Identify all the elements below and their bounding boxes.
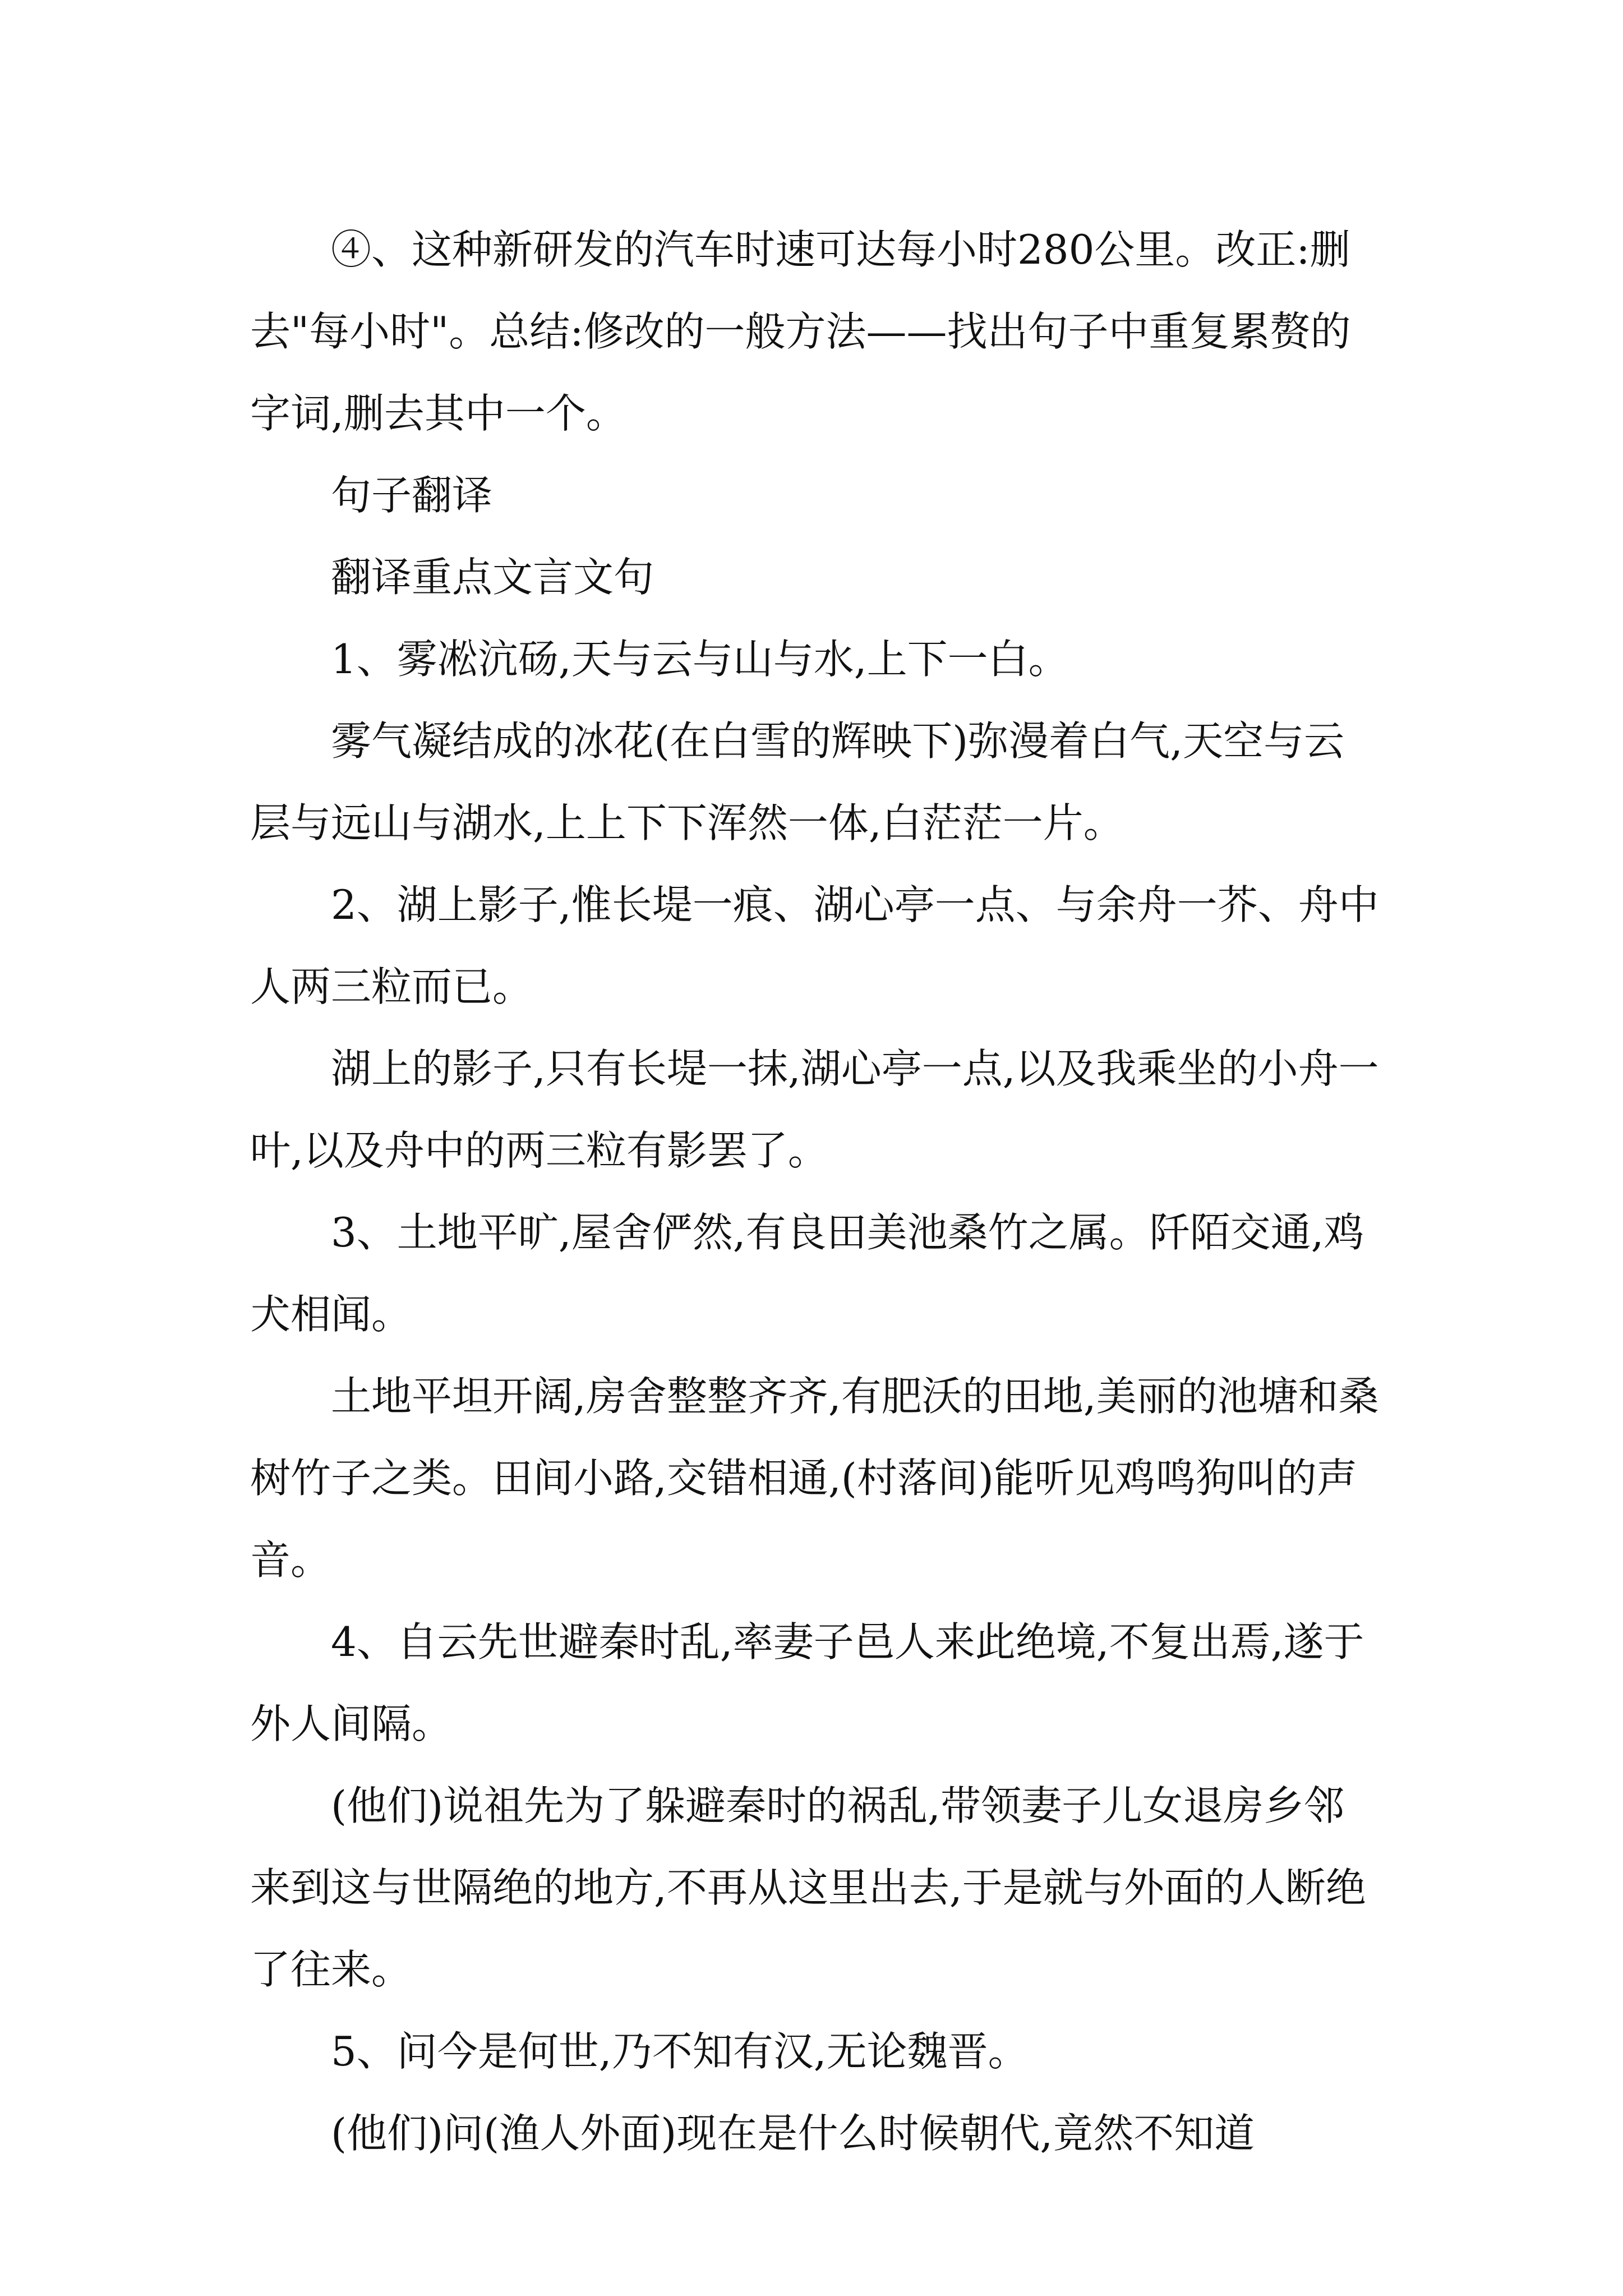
document-body [250,209,1383,2174]
classical-sentence-4: 4、自云先世避秦时乱,率妻子邑人来此绝境,不复出焉,遂于外人间隔。 [250,1618,1364,1747]
translation-3: 土地平坦开阔,房舍整整齐齐,有肥沃的田地,美丽的池塘和桑树竹子之类。田间小路,交错相通,(村落间)能听见鸡鸣狗叫的声音。 [250,1373,1379,1584]
classical-sentence-1: 1、雾凇沆砀,天与云与山与水,上下一白。 [331,636,1069,683]
classical-sentence-3: 3、土地平旷,屋舍俨然,有良田美池桑竹之属。阡陌交通,鸡犬相闻。 [250,1209,1364,1338]
translation-1: 雾气凝结成的冰花(在白雪的辉映下)弥漫着白气,天空与云层与远山与湖水,上上下下浑然一体,白茫茫一片。 [250,717,1345,846]
classical-sentence-2: 2、湖上影子,惟长堤一痕、湖心亭一点、与余舟一芥、舟中人两三粒而已。 [250,881,1379,1010]
paragraph-correction-example: ④、这种新研发的汽车时速可达每小时280公里。改正:删去"每小时"。总结:修改的一般方法——找出句子中重复累赘的字词,删去其中一个。 [250,226,1351,437]
subsection-heading: 翻译重点文言文句 [331,554,654,601]
section-heading: 句子翻译 [331,472,493,519]
translation-5: (他们)问(渔人外面)现在是什么时候朝代,竟然不知道 [331,2110,1255,2157]
translation-4: (他们)说祖先为了躲避秦时的祸乱,带领妻子儿女退房乡邻来到这与世隔绝的地方,不再从这里出去,于是就与外面的人断绝了往来。 [250,1782,1366,1993]
classical-sentence-5: 5、问今是何世,乃不知有汉,无论魏晋。 [331,2028,1029,2075]
translation-2: 湖上的影子,只有长堤一抹,湖心亭一点,以及我乘坐的小舟一叶,以及舟中的两三粒有影罢了。 [250,1045,1379,1174]
